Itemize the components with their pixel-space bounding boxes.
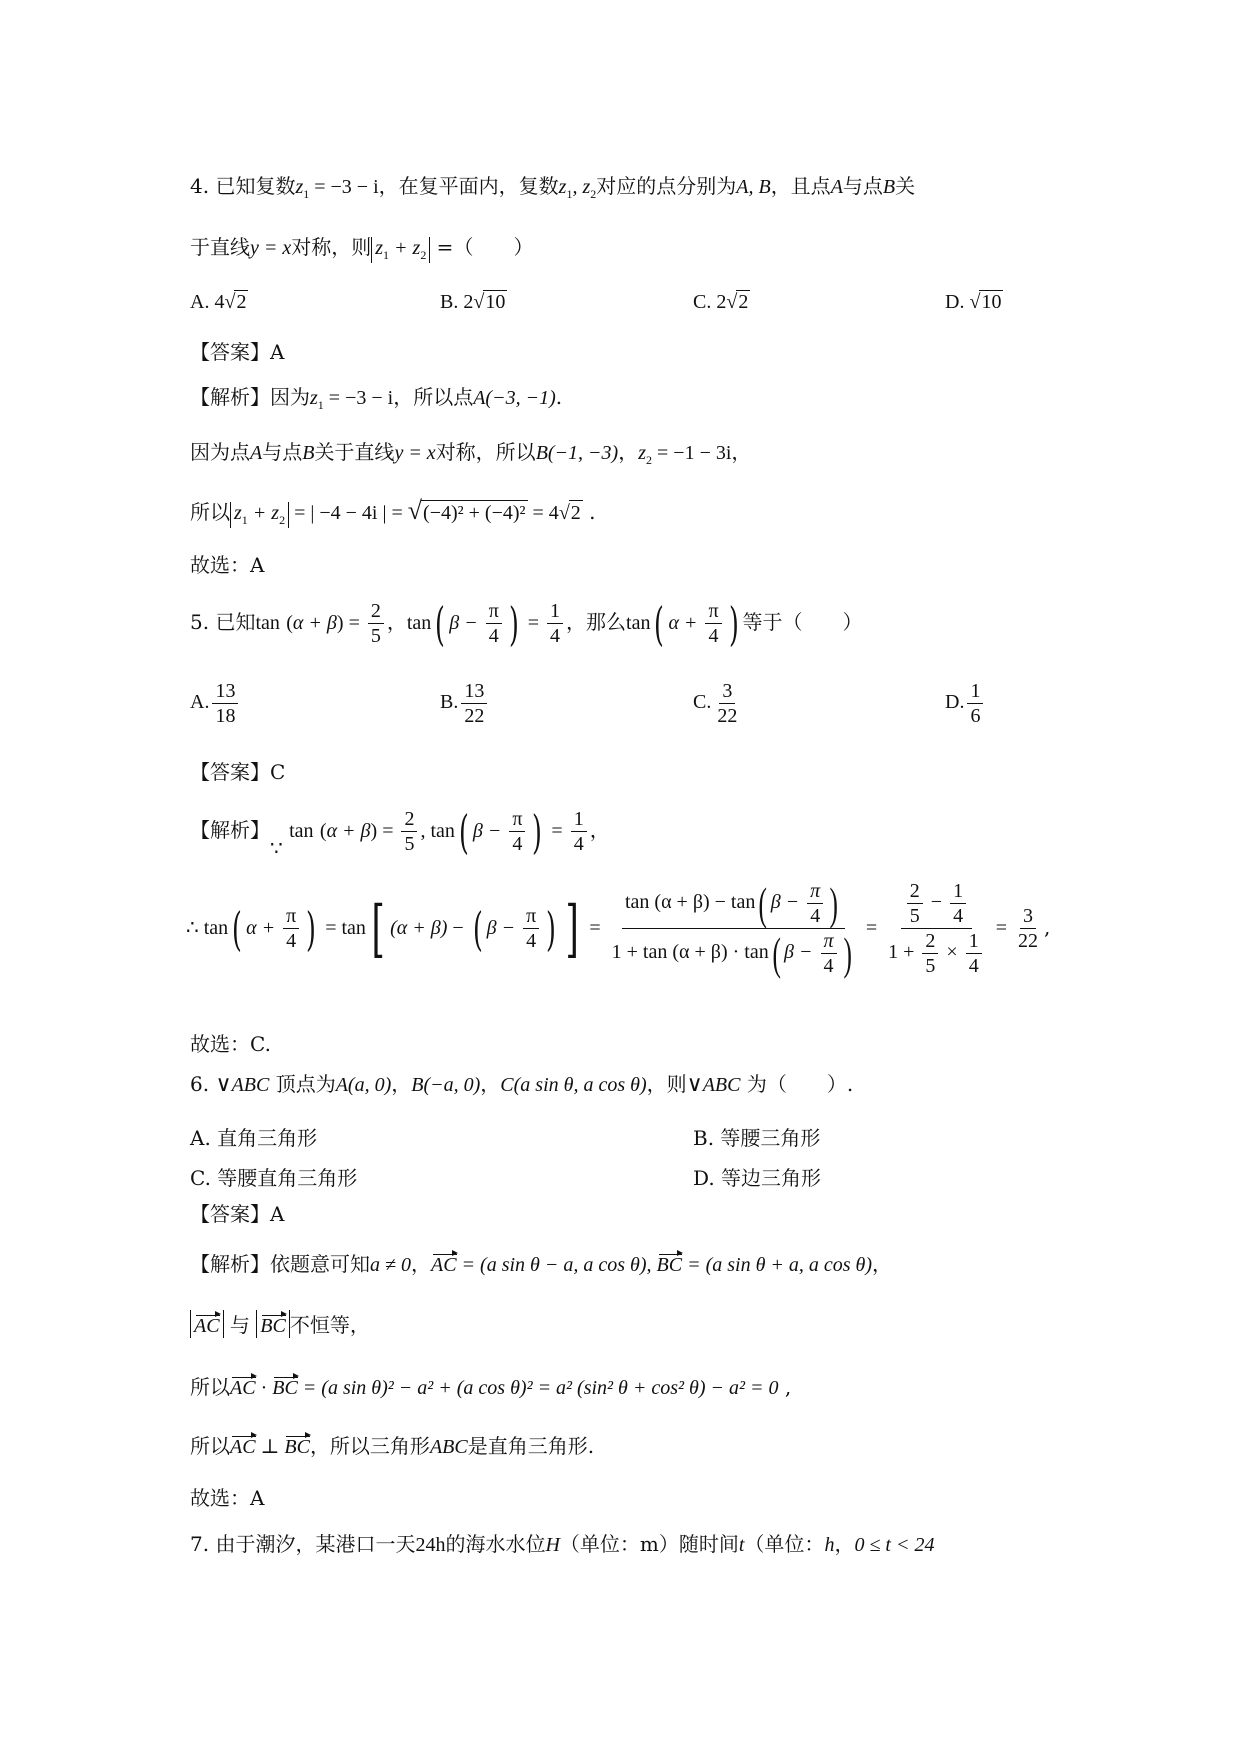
q5-solution-line1: 【解析】∵ tan (α + β) = $\frac{2}{5}$ , tan( β − $\frac{\pi}{4}$ ) = $\frac{1}{4}$ ，	[190, 804, 610, 860]
q6-pick: 故选：A	[190, 1486, 265, 1510]
abs-value	[190, 1310, 224, 1338]
q4-stem-line1: 4. 已知复数$z_1 = -3 - i$，在复平面内，复数$z_1$, $z_2$对应的点分别为A, B，且点A与点B关	[190, 174, 916, 201]
q6-option-c: C. 等腰直角三角形	[190, 1166, 358, 1190]
fraction: $\frac{1}{4}$	[966, 930, 982, 977]
q5-answer: 【答案】C	[190, 760, 286, 784]
vector: AC	[230, 1377, 256, 1399]
fraction: $\frac{2}{5}$	[922, 930, 938, 977]
q4-solution-line2: 因为点A与点B关于直线y = x对称，所以B(−1, −3)，$z_2 = -1 - 3i$，	[190, 440, 752, 467]
fraction: $\frac{13}{22}$	[461, 680, 487, 727]
triangle-symbol: ∨	[215, 1072, 232, 1097]
vector: BC	[656, 1254, 683, 1276]
q4-stem-line2: 于直线y = x对称，则 $z_1 + z_2$ =（ ）	[190, 235, 534, 262]
q6-option-b: B. 等腰三角形	[693, 1126, 821, 1150]
q6-solution-line1: 【解析】依题意可知a ≠ 0，AC = (a sin θ − a, a cos θ), BC = (a sin θ + a, a cos θ)，	[190, 1252, 893, 1276]
q6-answer: 【答案】A	[190, 1202, 285, 1226]
q5-option-a: A. $\frac{13}{18}$	[190, 680, 241, 727]
big-fraction: $\frac{2}{5}$ − $\frac{1}{4}$ 1 + $\frac{2}{5}$ × $\frac{1}{4}$	[885, 880, 988, 977]
fraction: $\frac{\pi}{4}$	[807, 880, 823, 927]
q6-solution-line2: AC 与 BC 不恒等，	[190, 1310, 370, 1338]
q6-option-d: D. 等边三角形	[693, 1166, 822, 1190]
q4-solution-line1: 【解析】因为$z_1 = -3 - i$，所以点A(−3, −1).	[190, 385, 563, 412]
q4-option-d: D. √10	[945, 291, 1002, 313]
fraction: $\frac{1}{4}$	[950, 880, 966, 927]
vector: BC	[260, 1315, 286, 1337]
fraction: $\frac{1}{6}$	[967, 680, 983, 727]
fraction: $\frac{1}{4}$	[547, 600, 563, 647]
big-fraction: tan (α + β) − tan( β − $\frac{\pi}{4}$ ) 1 + tan (α + β) · tan( β − $\frac{\pi}{4}$ )	[611, 877, 852, 979]
vector: BC	[272, 1377, 298, 1399]
fraction: $\frac{2}{5}$	[907, 880, 923, 927]
vector: AC	[430, 1254, 457, 1276]
q4-option-a: A. 4√2	[190, 291, 247, 313]
q5-pick: 故选：C.	[190, 1032, 271, 1056]
q4-option-c: C. 2√2	[693, 291, 749, 313]
fraction: $\frac{1}{4}$	[571, 808, 587, 855]
q6-solution-line4: 所以AC ⊥ BC，所以三角形ABC是直角三角形.	[190, 1434, 595, 1458]
q4-answer: 【答案】A	[190, 340, 285, 364]
fraction: $\frac{\pi}{4}$	[486, 600, 502, 647]
vector: AC	[194, 1315, 220, 1337]
abs-value	[256, 1310, 290, 1338]
fraction: $\frac{13}{18}$	[212, 680, 238, 727]
q5-option-b: B. $\frac{13}{22}$	[440, 680, 490, 727]
abs-value: $z_1 + z_2$	[371, 237, 430, 263]
fraction: $\frac{\pi}{4}$	[523, 905, 539, 952]
q5-option-d: D. $\frac{1}{6}$	[945, 680, 986, 727]
fraction: $\frac{2}{5}$	[368, 600, 384, 647]
q6-solution-line3: 所以AC · BC = (a sin θ)² − a² + (a cos θ)² = a² (sin² θ + cos² θ) − a² = 0 ,	[190, 1375, 792, 1399]
q4-solution-line3: 所以 $z_1 + z_2$ = | −4 − 4i | = √(−4)² + (−4)² = 4√2 .	[190, 496, 596, 527]
vector: BC	[284, 1436, 310, 1458]
fraction: $\frac{\pi}{4}$	[821, 930, 837, 977]
q5-option-c: C. $\frac{3}{22}$	[693, 680, 743, 727]
q7-stem: 7. 由于潮汐，某港口一天24h的海水水位H（单位：m）随时间t（单位：h，0 ≤ t < 24	[190, 1532, 935, 1556]
q6-option-a: A. 直角三角形	[190, 1126, 318, 1150]
q4-pick: 故选：A	[190, 553, 265, 577]
vector: AC	[230, 1436, 256, 1458]
fraction: $\frac{2}{5}$	[401, 808, 417, 855]
q5-solution-line2: ∴ tan( α + $\frac{\pi}{4}$ ) = tan[ (α + β) − ( β − $\frac{\pi}{4}$ ) ] = tan (α + β) − tan( β − $\frac{\pi}{4}$ ) 1 + tan (α + β) · tan( β − $\frac{\pi}{4}$ ) = $\frac{2}{5}$ − $\frac{1}{4}$ 1 + $\frac{2}{5}$ × $\frac{1}{4}$ = $\frac{3}{22}$ ,	[186, 877, 1051, 979]
q4-option-b: B. 2√10	[440, 291, 506, 313]
q6-stem: 6. ∨ABC 顶点为A(a, 0)，B(−a, 0)，C(a sin θ, a cos θ)，则∨ABC 为（ ）.	[190, 1072, 854, 1097]
fraction: $\frac{3}{22}$	[717, 680, 738, 727]
fraction: $\frac{\pi}{4}$	[705, 600, 721, 647]
fraction: $\frac{\pi}{4}$	[283, 905, 299, 952]
abs-value: $z_1 + z_2$	[230, 502, 289, 528]
q5-stem: 5. 已知tan (α + β) = $\frac{2}{5}$ ，tan( β − $\frac{\pi}{4}$ ) = $\frac{1}{4}$ ，那么tan( α + $\frac{\pi}{4}$ ) 等于（ ）	[190, 596, 863, 651]
triangle-symbol: ∨	[686, 1072, 703, 1097]
fraction: $\frac{3}{22}$	[1017, 905, 1038, 952]
fraction: $\frac{\pi}{4}$	[509, 808, 525, 855]
